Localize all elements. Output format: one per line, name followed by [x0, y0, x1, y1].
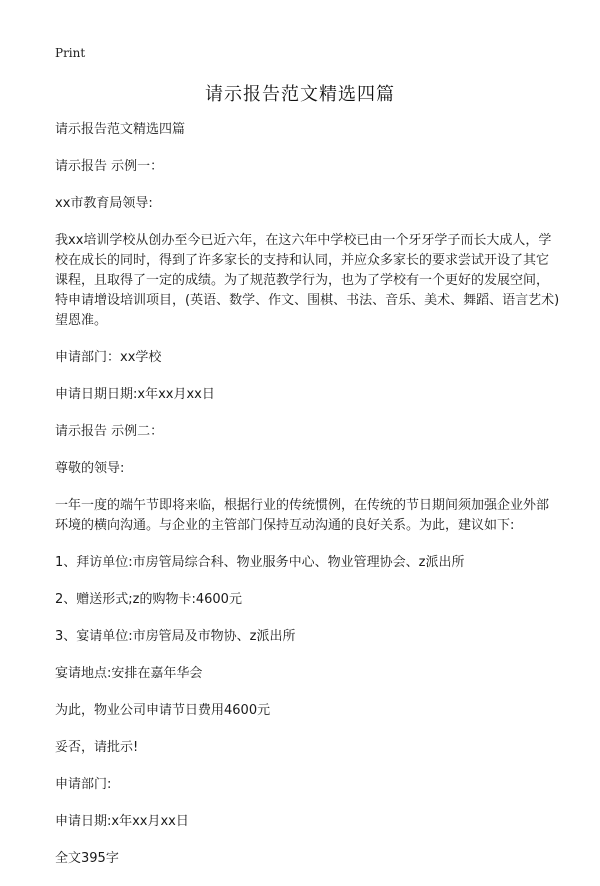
- paragraph-word-count: 全文395字: [55, 851, 119, 866]
- paragraph-request-body-two: 一年一度的端午节即将来临，根据行业的传统惯例，在传统的节日期间须加强企业外部环境的横向沟通。与企业的主管部门保持互动沟通的良好关系。为此，建议如下:: [55, 498, 550, 533]
- paragraph-item-two: 2、赠送形式;z的购物卡:4600元: [55, 592, 242, 607]
- paragraph-date-two: 申请日期:x年xx月xx日: [55, 814, 189, 829]
- paragraph-department-one: 申请部门：xx学校: [55, 350, 162, 365]
- document-title: 请示报告范文精选四篇: [205, 84, 395, 105]
- paragraph-department-two: 申请部门:: [55, 777, 112, 792]
- paragraph-fee-request: 为此，物业公司申请节日费用4600元: [55, 703, 271, 718]
- paragraph-example-two-heading: 请示报告 示例二：: [55, 424, 164, 439]
- paragraph-item-three: 3、宴请单位:市房管局及市物协、z派出所: [55, 629, 296, 644]
- paragraph-salutation-one: xx市教育局领导:: [55, 196, 153, 211]
- document-body: [55, 120, 560, 886]
- paragraph-item-one: 1、拜访单位:市房管局综合科、物业服务中心、物业管理协会、z派出所: [55, 555, 465, 570]
- paragraph-request-body-one: 我xx培训学校从创办至今已近六年，在这六年中学校已由一个牙牙学子而长大成人，学校在成长的同时，得到了许多家长的支持和认同，并应众多家长的要求尝试开设了其它课程，且取得了一定的成绩。为了规范教学行为，也为了学校有一个更好的发展空间，特申请增设培训项目，(英语、数学、作文、围棋、书法、音乐、美术、舞蹈、语言艺术)望恩准。: [55, 233, 560, 328]
- paragraph-example-one-heading: 请示报告 示例一：: [55, 159, 164, 174]
- paragraph-date-one: 申请日期日期:x年xx月xx日: [55, 387, 215, 402]
- paragraph-subtitle: 请示报告范文精选四篇: [55, 122, 186, 137]
- print-link[interactable]: Print: [55, 46, 86, 60]
- paragraph-salutation-two: 尊敬的领导:: [55, 461, 125, 476]
- paragraph-approval-request: 妥否，请批示!: [55, 740, 139, 755]
- paragraph-banquet-location: 宴请地点:安排在嘉年华会: [55, 666, 203, 681]
